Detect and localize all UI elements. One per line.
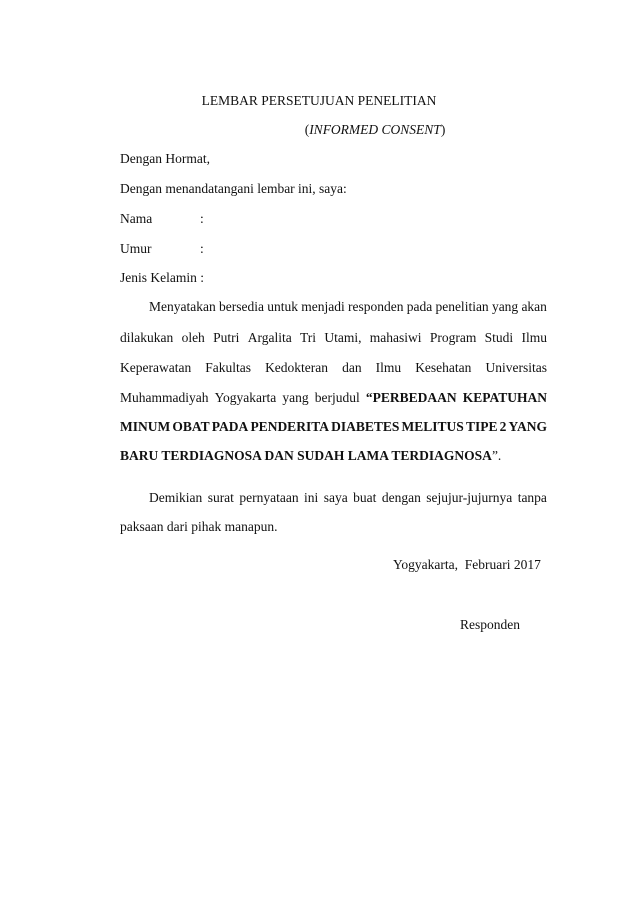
- field-nama-label: Nama: [120, 211, 153, 226]
- word: pada: [406, 299, 433, 314]
- field-umur-label: Umur: [120, 241, 152, 256]
- word: Kesehatan: [415, 360, 472, 375]
- word: sejujur-jujurnya: [426, 490, 513, 505]
- document-title: LEMBAR PERSETUJUAN PENELITIAN: [201, 93, 437, 108]
- word: dengan: [381, 490, 421, 505]
- word: dan: [342, 360, 362, 375]
- signer-label: Responden: [460, 617, 520, 632]
- word: berjudul: [314, 390, 360, 405]
- word: Kedokteran: [265, 360, 329, 375]
- paragraph2-line1: [149, 490, 547, 506]
- word: KEPATUHAN: [462, 390, 547, 405]
- word: akan: [521, 299, 547, 314]
- word: PADA: [211, 419, 249, 434]
- word: saya: [323, 490, 348, 505]
- word: Putri: [213, 330, 240, 345]
- field-nama-colon: :: [200, 211, 204, 226]
- word: Program: [429, 330, 477, 345]
- salutation: Dengan Hormat,: [120, 151, 210, 166]
- field-umur-colon: :: [200, 241, 204, 256]
- word: Muhammadiyah: [120, 390, 209, 405]
- word: tanpa: [517, 490, 547, 505]
- place-date: Yogyakarta, Februari 2017: [393, 557, 541, 572]
- word: dilakukan: [120, 330, 174, 345]
- word: bersedia: [218, 299, 264, 314]
- field-jenis-kelamin: Jenis Kelamin :: [120, 270, 204, 285]
- word: MINUM: [120, 419, 171, 434]
- word: 2: [499, 419, 507, 434]
- research-title-end: BARU TERDIAGNOSA DAN SUDAH LAMA TERDIAGNOSA: [120, 448, 492, 463]
- word: Ilmu: [521, 330, 547, 345]
- word: buat: [353, 490, 377, 505]
- paragraph1-line1: [149, 299, 547, 315]
- field-nama: [120, 211, 204, 227]
- word: Universitas: [485, 360, 547, 375]
- document-subtitle: [0, 122, 638, 138]
- subtitle-italic: INFORMED CONSENT: [309, 122, 441, 137]
- paragraph1-line5: [120, 419, 547, 435]
- word: yang: [282, 390, 309, 405]
- word: yang: [491, 299, 519, 314]
- paragraph1-line6: [120, 448, 501, 464]
- word: mahasiwi: [369, 330, 422, 345]
- word: Argalita: [247, 330, 292, 345]
- word: Menyatakan: [149, 299, 216, 314]
- paragraph1-line3: [120, 360, 547, 376]
- paragraph1-line2: [120, 330, 547, 346]
- word: Keperawatan: [120, 360, 192, 375]
- word: Utami,: [324, 330, 362, 345]
- word: Studi: [484, 330, 514, 345]
- word: TIPE: [465, 419, 498, 434]
- word: ini: [304, 490, 319, 505]
- word: pernyataan: [239, 490, 299, 505]
- field-umur: [120, 241, 204, 257]
- subtitle-open-paren: (: [304, 122, 310, 137]
- paragraph2-line2: paksaan dari pihak manapun.: [120, 519, 278, 534]
- word: responden: [347, 299, 404, 314]
- word: PENDERITA: [250, 419, 329, 434]
- word: Fakultas: [205, 360, 252, 375]
- word: YANG: [508, 419, 547, 434]
- word: penelitian: [435, 299, 489, 314]
- word: MELITUS: [401, 419, 464, 434]
- word: untuk: [267, 299, 298, 314]
- intro-text: Dengan menandatangani lembar ini, saya:: [120, 181, 347, 196]
- word: “PERBEDAAN: [365, 390, 457, 405]
- word: Ilmu: [375, 360, 402, 375]
- word: menjadi: [301, 299, 345, 314]
- paragraph1-line4: [120, 390, 547, 406]
- word: surat: [207, 490, 234, 505]
- subtitle-close-paren: ): [440, 122, 446, 137]
- word: Tri: [300, 330, 317, 345]
- word: Demikian: [149, 490, 203, 505]
- research-title-close-quote: ”.: [491, 448, 502, 463]
- word: oleh: [181, 330, 205, 345]
- word: DIABETES: [331, 419, 400, 434]
- word: OBAT: [172, 419, 210, 434]
- word: Yogyakarta: [214, 390, 277, 405]
